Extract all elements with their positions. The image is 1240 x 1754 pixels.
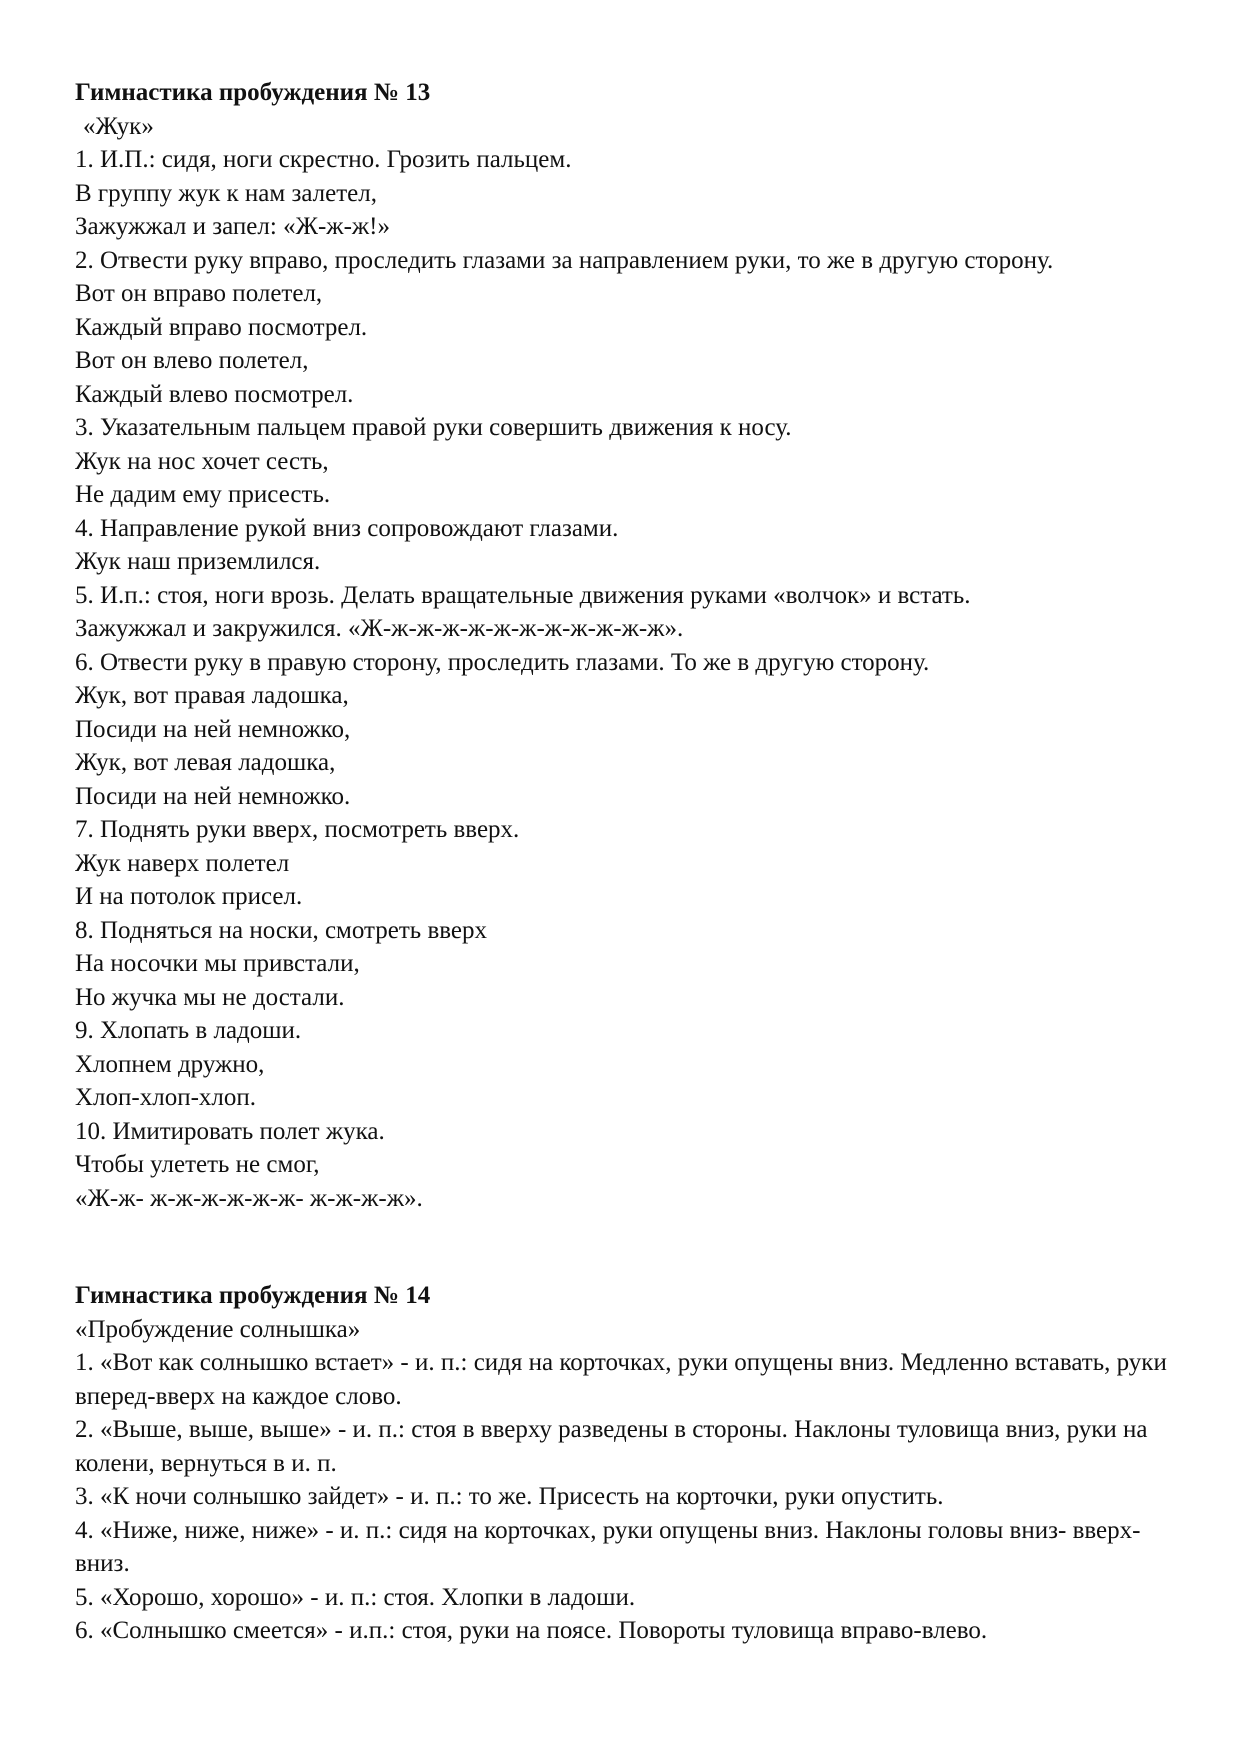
text-line: Не дадим ему присесть. [75,481,331,508]
text-line: 6. Отвести руку в правую сторону, проследить глазами. То же в другую сторону. [75,648,930,676]
text-line: 2. Отвести руку вправо, проследить глазами за направлением руки, то же в другую сторону. [75,246,1054,274]
text-line: Хлоп-хлоп-хлоп. [75,1084,257,1111]
text-line: В группу жук к нам залетел, [75,179,377,207]
text-line: Зажужжал и запел: «Ж-ж-ж!» [75,213,390,240]
section-subtitle: «Жук» [83,112,154,140]
text-line: 8. Подняться на носки, смотреть вверх [75,916,487,944]
section-title: Гимнастика пробуждения № 13 [75,79,431,106]
section-body [75,1346,1185,1648]
text-line: 5. И.п.: стоя, ноги врозь. Делать вращательные движения руками «волчок» и встать. [75,581,971,609]
text-line: Но жучка мы не достали. [75,983,345,1011]
text-line: Жук наверх полетел [75,849,290,877]
text-line: «Ж-ж- ж-ж-ж-ж-ж-ж- ж-ж-ж-ж». [75,1184,423,1212]
text-line: Посиди на ней немножко. [75,782,351,810]
text-line: И на потолок присел. [75,883,303,910]
text-line: На носочки мы привстали, [75,950,360,977]
text-line: Посиди на ней немножко, [75,715,351,743]
text-line: 6. «Солнышко смеется» - и.п.: стоя, руки на поясе. Повороты туловища вправо-влево. [75,1617,988,1644]
text-line: 7. Поднять руки вверх, посмотреть вверх. [75,816,520,843]
text-line: 9. Хлопать в ладоши. [75,1017,302,1044]
exercise-section-13 [75,76,1185,1215]
text-line: 1. «Вот как солнышко встает» - и. п.: сидя на корточках, руки опущены вниз. Медленно вставать, руки вперед-вверх на каждое слово. [75,1349,1167,1410]
section-subtitle: «Пробуждение солнышка» [75,1315,361,1343]
exercise-section-14 [75,1279,1185,1648]
text-line: Жук наш приземлился. [75,548,321,575]
text-line: 2. «Выше, выше, выше» - и. п.: стоя в вверху разведены в стороны. Наклоны туловища вниз, руки на колени, вернуться в и. п. [75,1416,1148,1477]
text-line: 4. «Ниже, ниже, ниже» - и. п.: сидя на корточках, руки опущены вниз. Наклоны головы вниз- вверх-вниз. [75,1516,1141,1577]
text-line: 1. И.П.: сидя, ноги скрестно. Грозить пальцем. [75,146,572,173]
section-body [75,143,1185,1215]
section-title: Гимнастика пробуждения № 14 [75,1282,431,1309]
text-line: Хлопнем дружно, [75,1050,265,1078]
text-line: Каждый влево посмотрел. [75,380,354,408]
text-line: 3. «К ночи солнышко зайдет» - и. п.: то же. Присесть на корточки, руки опустить. [75,1483,944,1510]
text-line: 4. Направление рукой вниз сопровождают глазами. [75,514,619,542]
text-line: 5. «Хорошо, хорошо» - и. п.: стоя. Хлопки в ладоши. [75,1583,636,1611]
text-line: Вот он вправо полетел, [75,280,323,307]
text-line: 3. Указательным пальцем правой руки совершить движения к носу. [75,414,792,441]
text-line: 10. Имитировать полет жука. [75,1117,385,1145]
text-line: Зажужжал и закружился. «Ж-ж-ж-ж-ж-ж-ж-ж-ж-ж-ж-ж». [75,615,684,642]
text-line: Вот он влево полетел, [75,347,309,374]
text-line: Каждый вправо посмотрел. [75,313,368,341]
text-line: Жук, вот левая ладошка, [75,749,336,776]
text-line: Жук на нос хочет сесть, [75,447,329,475]
text-line: Чтобы улететь не смог, [75,1151,320,1178]
text-line: Жук, вот правая ладошка, [75,682,349,709]
